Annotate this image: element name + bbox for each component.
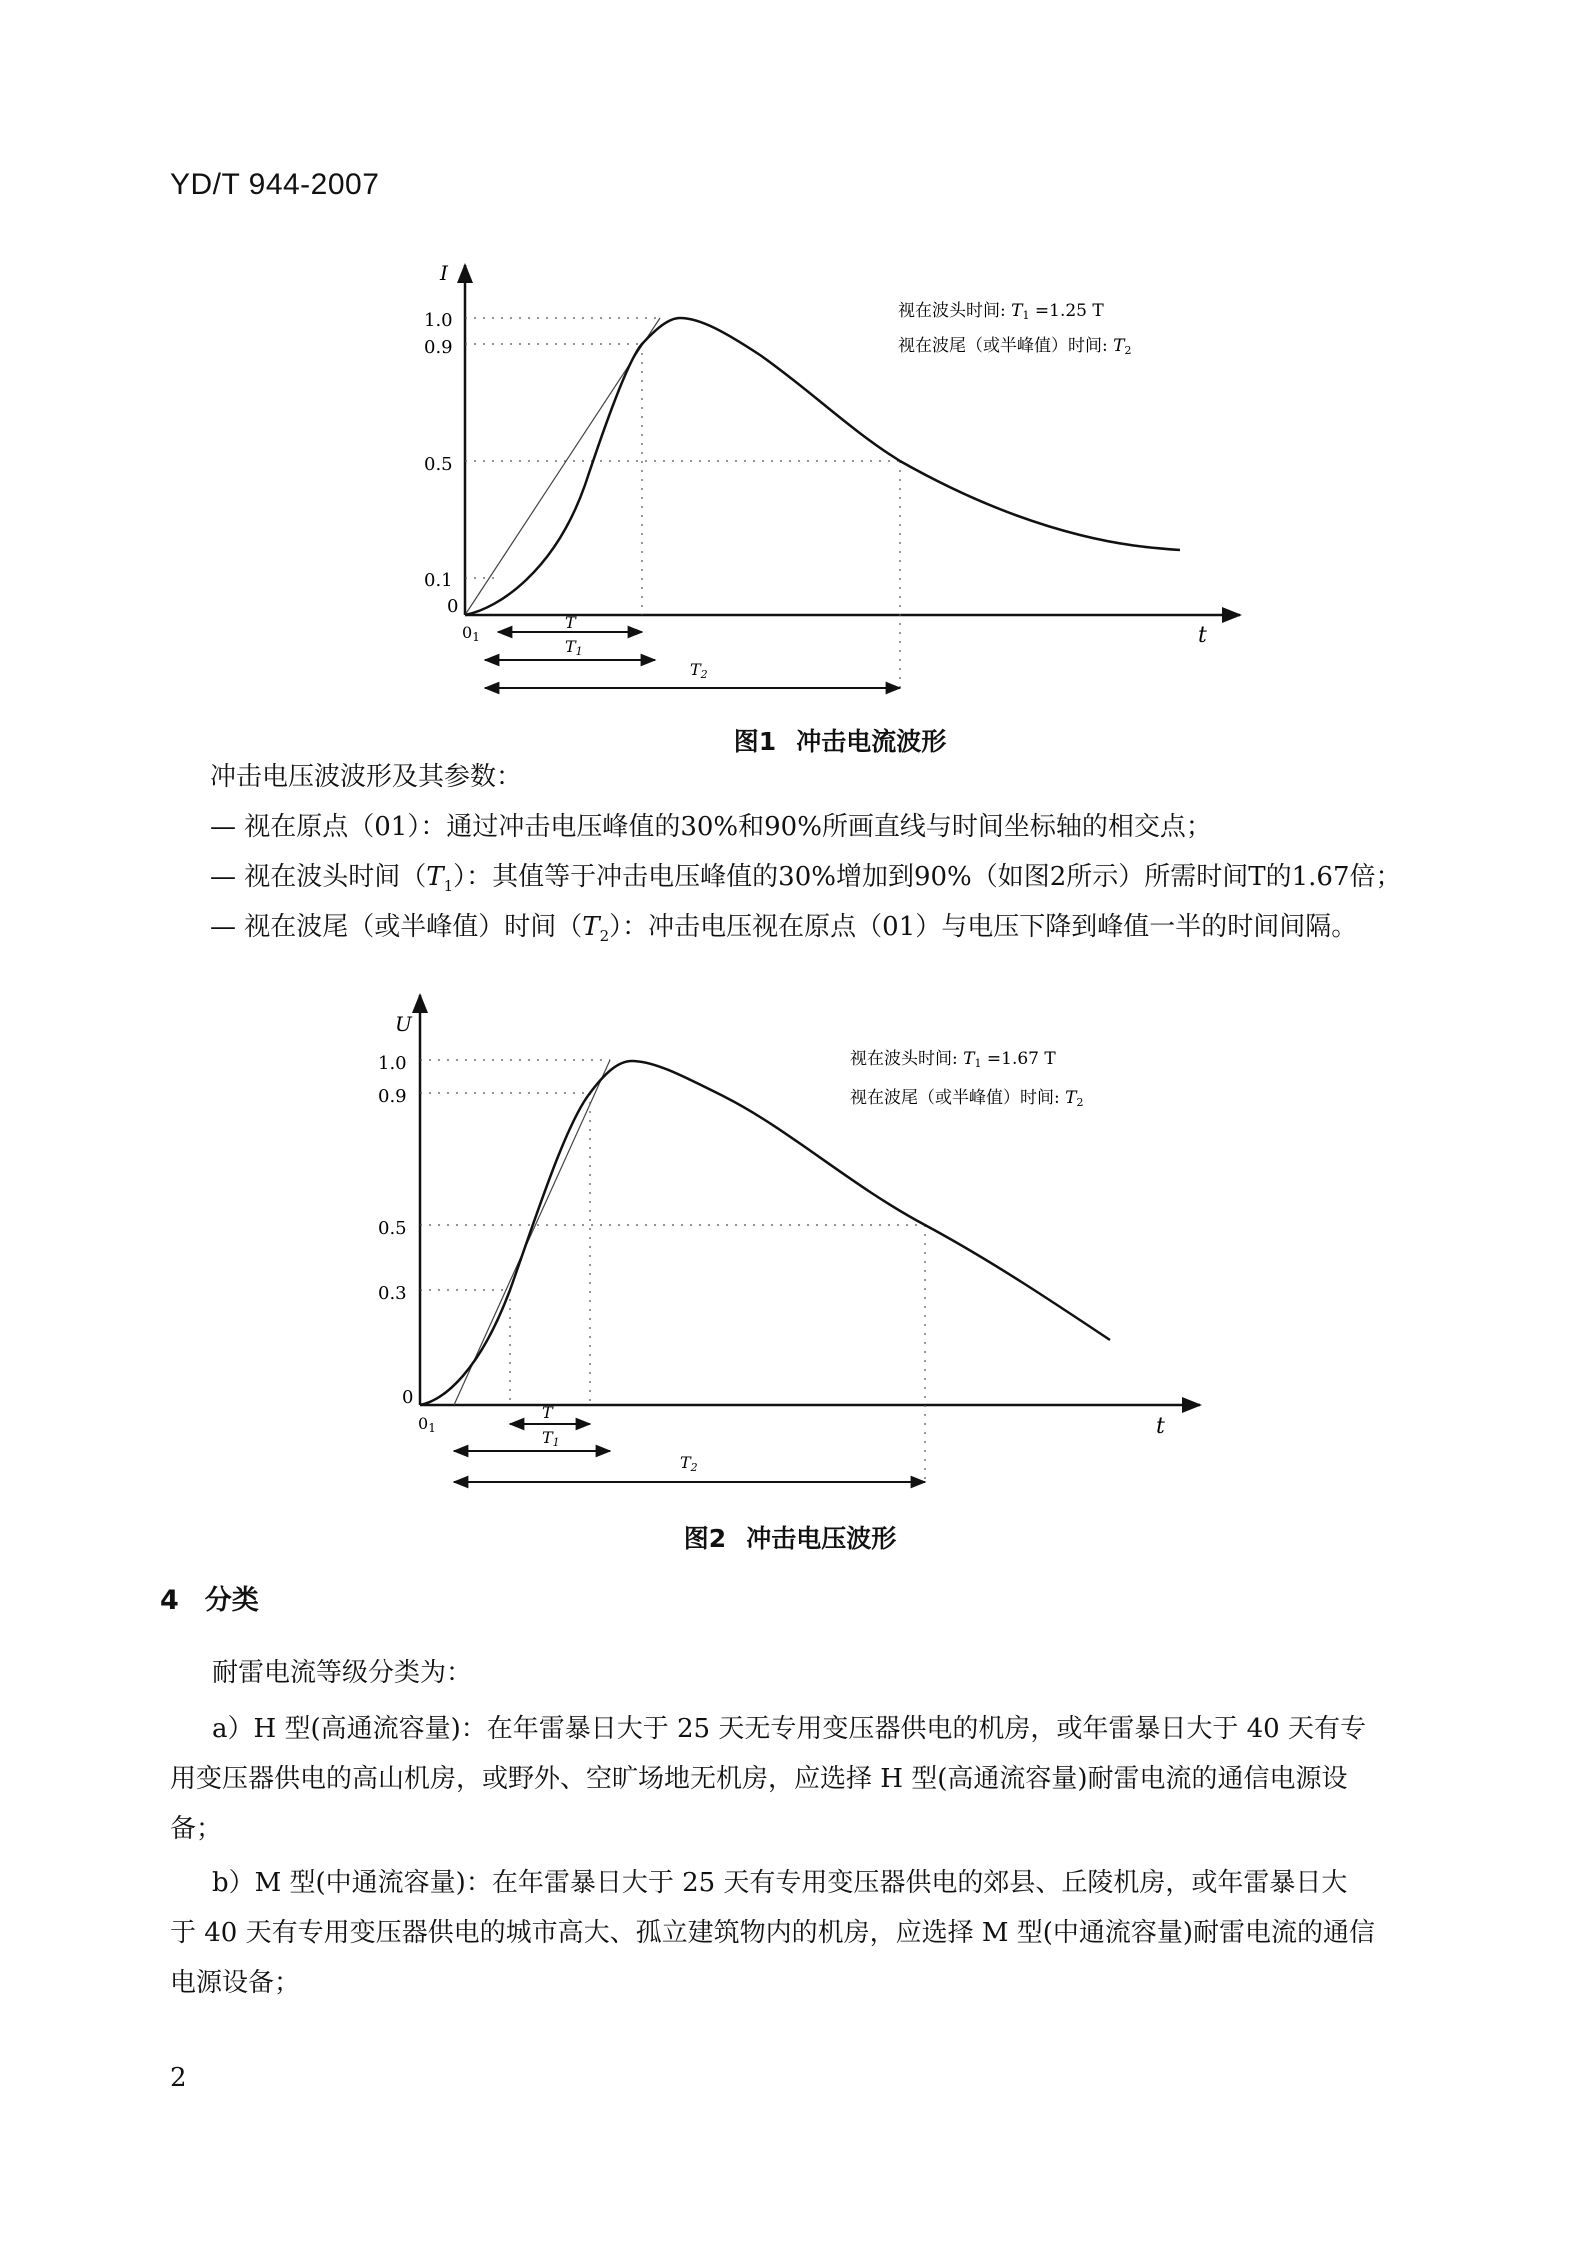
figure-1 [380,250,1300,758]
parameters-intro: 冲击电压波波形及其参数： [210,762,523,792]
type-m-line-3: 电源设备； [170,1968,301,1998]
interval-T-label: T [565,613,576,632]
figure-1-title: 冲击电流波形 [796,727,947,756]
current-waveform [465,318,1180,615]
front-tangent-line [454,1060,610,1405]
y-tick-1-0: 1.0 [424,310,453,331]
apparent-origin-label: 01 [462,623,480,644]
x-axis-label: t [1198,623,1207,648]
type-h-line-1: a）H 型(高通流容量)：在年雷暴日大于 25 天无专用变压器供电的机房，或年雷暴日大于 40 天有专 [212,1714,1366,1744]
parameter-tail-time: — 视在波尾（或半峰值）时间$(T_2)$：冲击电压视在原点（01）与电压下降到峰值一半的时间间隔。 [210,912,1358,946]
interval-T2-label: T2 [680,1453,698,1474]
guide-lines [465,318,900,695]
y-tick-0-9: 0.9 [424,337,453,358]
impulse-voltage-chart [350,985,1270,1505]
interval-T1-label: T1 [542,1428,560,1449]
type-h-line-2: 用变压器供电的高山机房，或野外、空旷场地无机房，应选择 H 型(高通流容量)耐雷电流的通信电源设 [170,1764,1348,1794]
parameter-apparent-origin: — 视在原点（01）：通过冲击电压峰值的30%和90%所画直线与时间坐标轴的相交点； [210,812,1212,842]
page-number: 2 [170,2063,187,2093]
interval-T-label: T [542,1403,553,1422]
note-front-time: 视在波头时间: T1 =1.25 T [898,301,1104,322]
origin-label: 0 [447,596,459,617]
y-tick-1-0: 1.0 [378,1053,407,1074]
apparent-origin-label: 01 [418,1414,436,1435]
type-m-line-1: b）M 型(中通流容量)：在年雷暴日大于 25 天有专用变压器供电的郊县、丘陵机房，或年雷暴日大 [212,1868,1348,1898]
section-4-body [170,1648,1430,2008]
y-tick-0-1: 0.1 [424,570,453,591]
section-title: 分类 [204,1585,259,1616]
impulse-current-chart [380,250,1300,700]
parameter-front-time: — 视在波头时间$(T_1)$：其值等于冲击电压峰值的30%增加到90%（如图2所示）所需时间T的1.67倍； [210,862,1402,896]
y-axis-label: U [395,1012,412,1036]
type-h-line-3: 备； [170,1814,223,1844]
y-tick-0-5: 0.5 [424,454,453,475]
figure-2-title: 冲击电压波形 [746,1524,897,1553]
impulse-voltage-parameters [170,752,1430,952]
y-tick-0-9: 0.9 [378,1086,407,1107]
note-tail-time: 视在波尾（或半峰值）时间: T2 [850,1088,1084,1109]
note-tail-time: 视在波尾（或半峰值）时间: T2 [898,336,1132,357]
type-m-line-2: 于 40 天有专用变压器供电的城市高大、孤立建筑物内的机房，应选择 M 型(中通流容量)耐雷电流的通信 [170,1918,1376,1948]
guide-lines [420,1060,925,1485]
x-axis-label: t [1156,1414,1165,1439]
document-code: YD/T 944-2007 [170,168,380,201]
y-axis-label: I [440,261,448,285]
y-tick-0-5: 0.5 [378,1218,407,1239]
interval-T2-label: T2 [690,660,708,681]
section-number: 4 [160,1585,179,1616]
classification-intro: 耐雷电流等级分类为： [212,1658,473,1688]
figure-2-caption [350,1519,1270,1555]
y-tick-0-3: 0.3 [378,1283,407,1304]
voltage-waveform [420,1061,1110,1405]
section-4-heading [160,1578,259,1617]
figure-2 [350,985,1270,1555]
figure-2-number: 图2 [683,1524,727,1553]
origin-label: 0 [402,1387,414,1408]
figure-1-number: 图1 [733,727,777,756]
interval-T1-label: T1 [565,637,583,658]
note-front-time: 视在波头时间: T1 =1.67 T [850,1049,1056,1070]
